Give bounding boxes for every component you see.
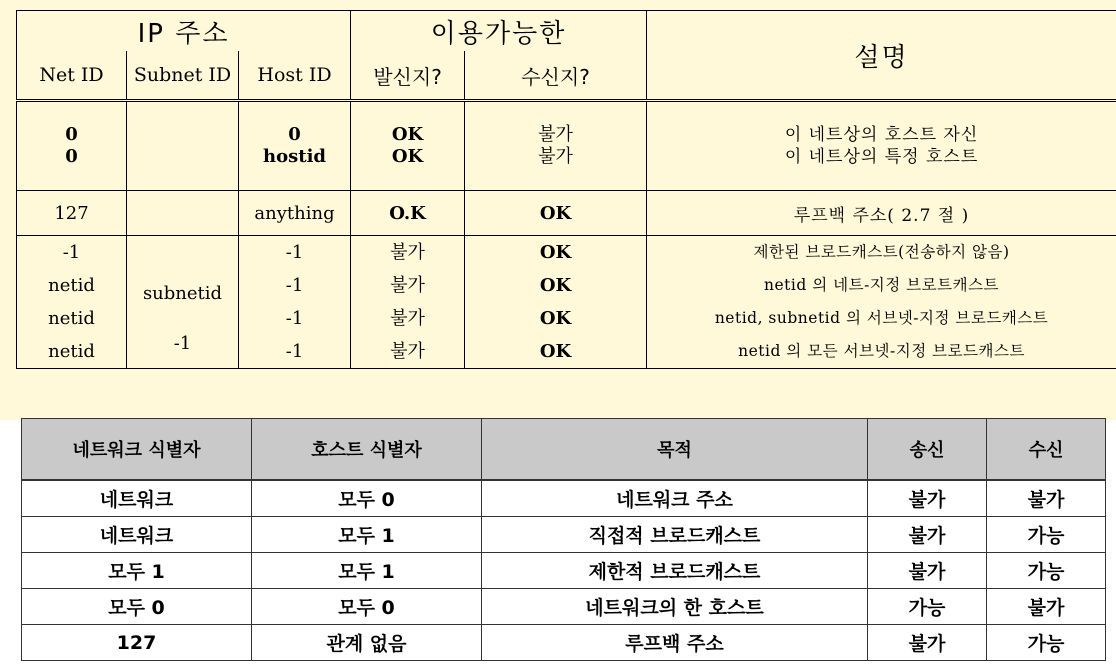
receive-header: 수신 xyxy=(987,419,1106,481)
ip-address-group-header xyxy=(17,11,351,52)
subnet-id-header: Subnet ID xyxy=(127,51,239,101)
destination-header: 수신지? xyxy=(465,51,647,101)
send-header: 송신 xyxy=(868,419,987,481)
host-id-header: 호스트 식별자 xyxy=(252,419,482,481)
table-header-row xyxy=(22,419,1106,481)
net-id-header: Net ID xyxy=(17,51,127,101)
source-header: 발신지? xyxy=(351,51,465,101)
table-row-group-this-network: 0 0 0 hostid OK OK 불가 불가 이 네트상의 호스트 자신 이 네트상의 특정 호스트 xyxy=(17,101,1116,191)
network-id-header: 네트워크 식별자 xyxy=(22,419,252,481)
table-row: 네트워크 모두 1 직접적 브로드캐스트 불가 가능 xyxy=(22,517,1106,553)
ip-address-title: IP 주소 xyxy=(137,18,230,49)
description-header: 설명 xyxy=(647,11,1116,101)
table-row-loopback: 127 anything O.K OK 루프백 주소( 2.7 절 ) xyxy=(17,191,1116,236)
table-row: 모두 1 모두 1 제한적 브로드캐스트 불가 가능 xyxy=(22,553,1106,589)
table-row: 모두 0 모두 0 네트워크의 한 호스트 가능 불가 xyxy=(22,589,1106,625)
table-row: 127 관계 없음 루프백 주소 불가 가능 xyxy=(22,625,1106,661)
address-purpose-table xyxy=(21,418,1106,661)
host-id-header: Host ID xyxy=(239,51,351,101)
usable-group-header: 이용가능한 xyxy=(351,11,647,52)
purpose-header: 목적 xyxy=(482,419,868,481)
table-row-group-broadcast: -1 netid netid netid subnetid -1 -1 -1 -1 -1 불가 불가 불가 불가 OK OK OK OK 제한된 브로드캐스트(전송하지 않음) netid 의 네트-지정 브로트캐스트 netid, subnetid 의 서브넷-지정 브로드캐스트 netid 의 모든 서브넷-지정 브로드캐스트 xyxy=(17,236,1116,369)
table-row: 네트워크 모두 0 네트워크 주소 불가 불가 xyxy=(22,480,1106,517)
ip-address-table xyxy=(16,10,1116,369)
